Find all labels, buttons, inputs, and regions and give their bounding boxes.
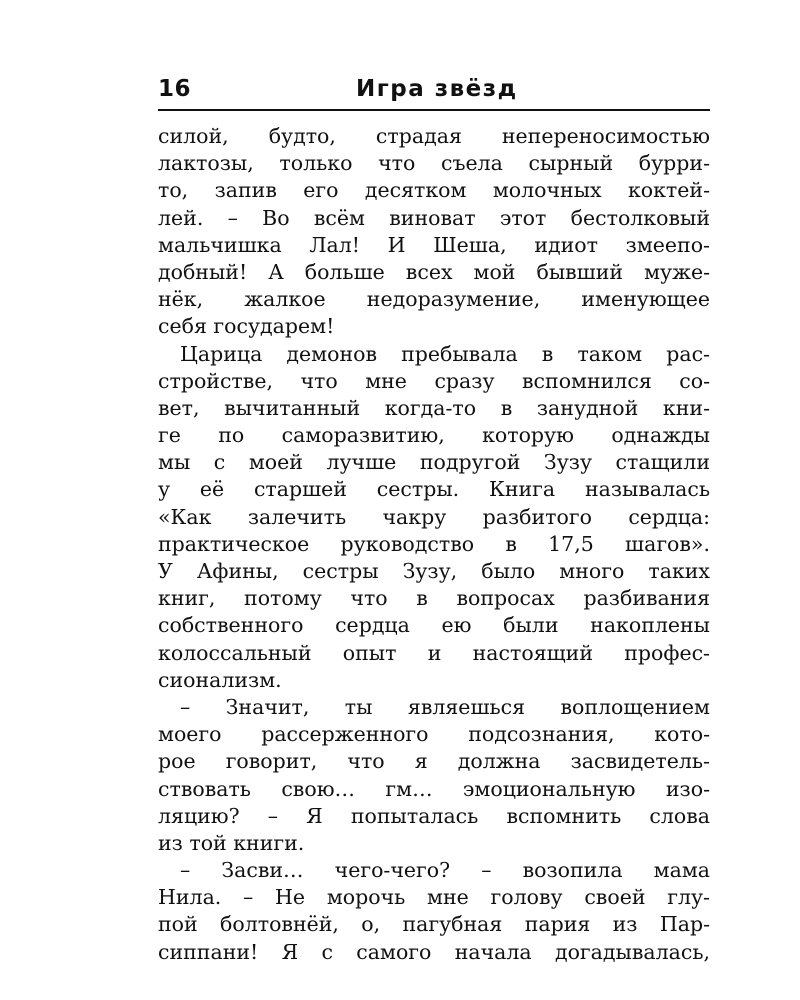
body-text [158, 123, 710, 966]
text-line: Нила. – Не морочь мне голову своей глу- [158, 885, 710, 910]
text-line: сионализм. [158, 667, 282, 692]
text-line: – Засви… чего-чего? – возопила мама [180, 858, 710, 883]
text-line: вет, вычитанный когда-то в занудной кни- [158, 395, 710, 420]
text-line: сиппани! Я с самого начала догадывалась, [158, 939, 710, 964]
header-rule [158, 109, 710, 111]
text-line: У Афины, сестры Зузу, было много таких [158, 559, 710, 583]
text-line: себя государем! [158, 314, 335, 339]
text-line: Царица демонов пребывала в таком рас- [180, 341, 710, 366]
text-line: стройстве, что мне сразу вспомнился со- [158, 368, 710, 393]
text-line: – Значит, ты являешься воплощением [180, 694, 710, 719]
text-line: добный! А больше всех мой бывший муже- [158, 259, 710, 284]
text-line: ляцию? – Я попыталась вспомнить слова [158, 803, 710, 828]
text-line: мальчишка Лал! И Шеша, идиот змеепо- [158, 232, 710, 257]
text-line: практическое руководство в 17,5 шагов». [158, 531, 710, 556]
text-line: пой болтовнёй, о, пагубная пария из Пар- [158, 912, 710, 937]
text-line: из той книги. [158, 830, 305, 855]
running-header [158, 76, 710, 114]
text-line: у её старшей сестры. Книга называлась [158, 477, 710, 502]
text-line: ге по саморазвитию, которую однажды [158, 423, 710, 448]
text-line: колоссальный опыт и настоящий профес- [158, 640, 710, 665]
text-line: ствовать свою… гм… эмоциональную изо- [158, 776, 710, 801]
text-line: «Как залечить чакру разбитого сердца: [158, 504, 710, 529]
text-line: моего рассерженного подсознания, кото- [158, 722, 710, 747]
text-line: нёк, жалкое недоразумение, именующее [158, 287, 710, 312]
book-title: Игра звёзд [356, 76, 518, 102]
text-line: рое говорит, что я должна засвидетель- [158, 749, 710, 774]
text-line: то, запив его десятком молочных коктей- [158, 178, 710, 203]
text-line: силой, будто, страдая непереносимостью [158, 124, 710, 148]
text-line: лей. – Во всём виноват этот бестолковый [158, 205, 710, 230]
page-number: 16 [158, 76, 192, 102]
text-line: книг, потому что в вопросах разбивания [158, 586, 710, 611]
text-line: мы с моей лучше подругой Зузу стащили [158, 450, 710, 475]
text-line: лактозы, только что съела сырный бурри- [158, 151, 710, 176]
text-line: собственного сердца ею были накоплены [158, 613, 710, 638]
